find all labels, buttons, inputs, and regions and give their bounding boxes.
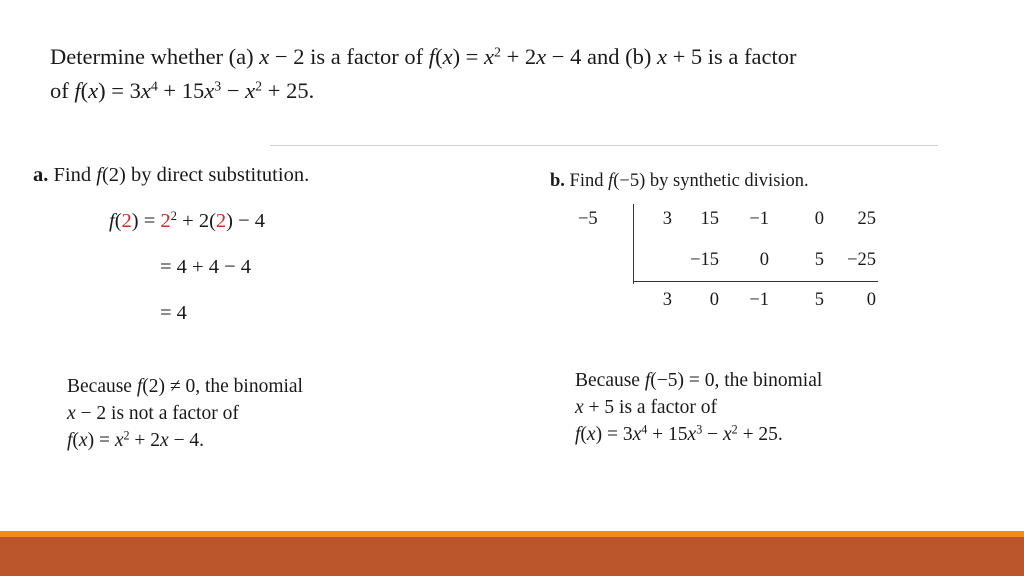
var: x: [536, 44, 547, 69]
var: x: [67, 403, 76, 424]
func: f: [67, 430, 73, 451]
text: (2) by direct substitution.: [101, 164, 310, 186]
text: (2) ≠ 0, the binomial: [142, 376, 303, 397]
var: x: [140, 78, 151, 103]
highlight-value: 2: [160, 210, 171, 232]
var: x: [114, 430, 124, 451]
text: + 15: [157, 78, 205, 103]
text: ) = 3: [98, 78, 141, 103]
var: x: [245, 78, 256, 103]
coefficient-cell: 3: [662, 209, 672, 229]
func: f: [96, 164, 102, 186]
exponent: 4: [150, 79, 158, 95]
text: Because: [575, 370, 645, 391]
exponent: 2: [494, 45, 501, 61]
text: − 2 is a factor of: [269, 44, 429, 69]
var: x: [78, 430, 88, 451]
highlight-value: 2: [121, 210, 132, 232]
conclusion-line: [67, 400, 303, 427]
coefficient-cell: 0: [814, 209, 824, 229]
func: f: [608, 171, 614, 191]
exponent: 2: [255, 79, 263, 95]
section-divider: [270, 145, 938, 146]
func: f: [428, 44, 436, 69]
var: x: [160, 430, 169, 451]
text: + 5 is a factor of: [583, 397, 718, 418]
conclusion-line: [575, 367, 822, 394]
text: (: [80, 78, 89, 103]
exponent: 4: [641, 422, 648, 437]
text: + 2: [500, 44, 537, 69]
conclusion-line: [575, 421, 822, 448]
text: + 15: [647, 424, 688, 445]
synthetic-horizontal-bar: [633, 281, 878, 282]
var: x: [656, 44, 667, 69]
var: x: [88, 78, 99, 103]
part-a-heading: [33, 164, 309, 187]
result-cell: −1: [749, 290, 769, 310]
text: + 2(: [177, 210, 216, 232]
var: x: [586, 424, 596, 445]
var: x: [687, 424, 697, 445]
var: x: [259, 44, 270, 69]
var: x: [204, 78, 215, 103]
text: Find: [564, 171, 609, 191]
coefficient-cell: 15: [700, 209, 719, 229]
text: ) =: [87, 430, 115, 451]
text: Because: [67, 376, 137, 397]
product-cell: −15: [690, 250, 719, 270]
result-cell: 3: [662, 290, 672, 310]
func: f: [74, 78, 81, 103]
problem-line-2: [50, 74, 797, 108]
conclusion-line: [67, 373, 303, 400]
exponent: 3: [696, 422, 703, 437]
text: (: [114, 210, 122, 232]
var: x: [632, 424, 642, 445]
text: (: [580, 424, 587, 445]
part-a-conclusion: [67, 373, 303, 454]
text: ) = 3: [595, 424, 633, 445]
text: Find: [48, 164, 97, 186]
var: x: [442, 44, 453, 69]
result-cell: 0: [866, 290, 876, 310]
text: ) =: [452, 44, 484, 69]
text: − 4 and (b): [546, 44, 657, 69]
part-a-equation-line-3: = 4: [160, 302, 187, 324]
var: x: [722, 424, 732, 445]
text: ) − 4: [226, 210, 266, 232]
text: − 2 is not a factor of: [75, 403, 239, 424]
problem-line-1: [50, 40, 797, 74]
text: + 25.: [737, 424, 783, 445]
product-cell: 0: [759, 250, 769, 270]
product-cell: −25: [847, 250, 876, 270]
func: f: [644, 370, 651, 391]
part-b-heading: [550, 171, 809, 192]
product-cell: 5: [814, 250, 824, 270]
footer-band: [0, 537, 1024, 576]
text: + 25.: [262, 78, 315, 103]
conclusion-line: [67, 427, 303, 454]
func: f: [575, 424, 581, 445]
highlight-value: 2: [215, 210, 227, 232]
part-a-equation-line-1: [109, 210, 265, 233]
text: (: [435, 44, 443, 69]
synthetic-division: [578, 204, 888, 314]
part-a-equation-line-2: = 4 + 4 − 4: [160, 256, 252, 278]
result-cell: 0: [709, 290, 719, 310]
exponent: 2: [170, 209, 178, 224]
exponent: 3: [214, 79, 222, 95]
text: + 2: [129, 430, 161, 451]
conclusion-line: [575, 394, 822, 421]
text: of: [50, 78, 75, 103]
text: − 4.: [168, 430, 205, 451]
text: ) =: [131, 210, 161, 232]
text: + 5 is a factor: [666, 44, 797, 69]
text: (−5) by synthetic division.: [613, 171, 809, 191]
coefficient-cell: 25: [857, 209, 876, 229]
var: x: [484, 44, 494, 69]
exponent: 2: [731, 422, 738, 437]
part-b-conclusion: [575, 367, 822, 448]
part-a-letter: a.: [33, 164, 49, 186]
part-b-letter: b.: [550, 171, 565, 191]
result-cell: 5: [814, 290, 824, 310]
func: f: [109, 210, 115, 232]
var: x: [575, 397, 584, 418]
text: Determine whether (a): [50, 44, 260, 69]
synthetic-root: −5: [578, 209, 598, 229]
func: f: [136, 376, 143, 397]
text: −: [702, 424, 723, 445]
coefficient-cell: −1: [749, 209, 769, 229]
text: (−5) = 0, the binomial: [650, 370, 823, 391]
problem-statement: [50, 40, 797, 108]
exponent: 2: [123, 428, 130, 443]
text: −: [221, 78, 246, 103]
text: (: [72, 430, 79, 451]
